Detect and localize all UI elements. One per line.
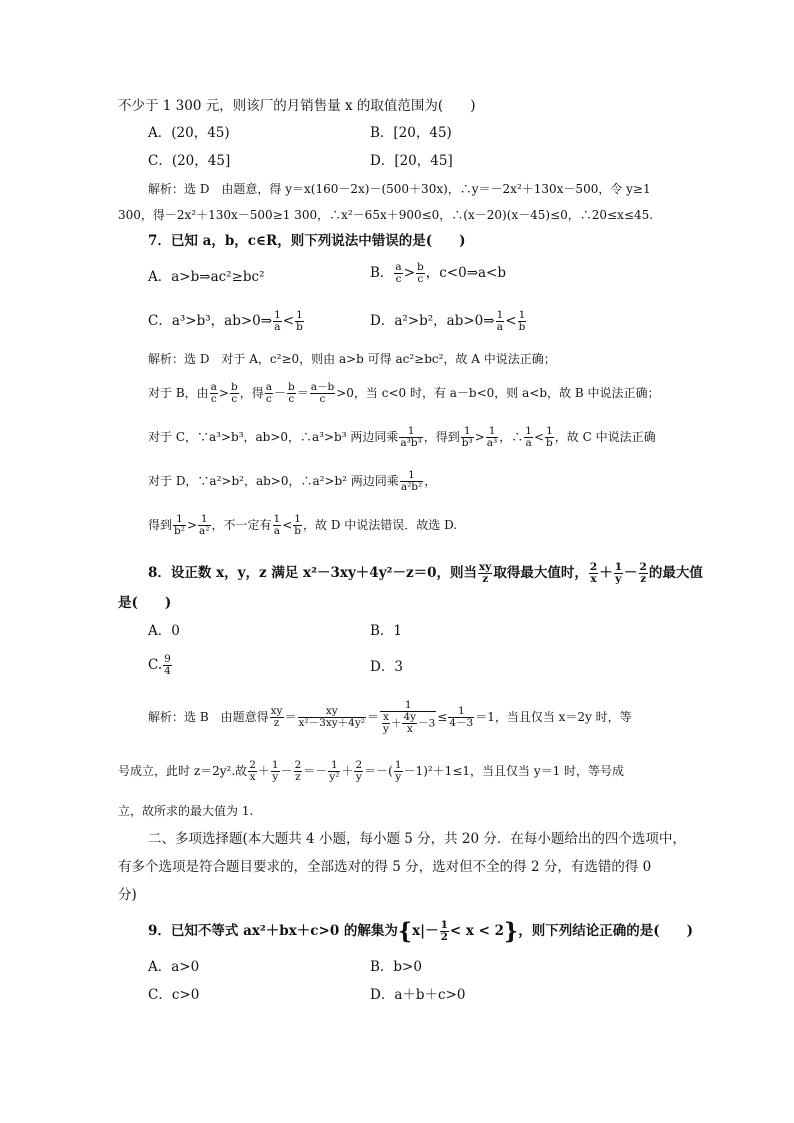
q9-option-d: D．a＋b＋c>0 — [370, 987, 466, 1003]
q7-solution-b: 对于 B，由 $\frac{a}{c}$ > $\frac{b}{c}$ ，得 $\frac{a}{c}$ － $\frac{b}{c}$ ＝ $\frac{a-b}{c}$ >0，当 c<0 时，有 a－b<0，则 a<b，故 B 中说法正确； — [148, 381, 660, 405]
q9-option-b: B．b>0 — [370, 959, 422, 975]
q8-option-a: A．0 — [148, 623, 180, 639]
section-2-header-2: 有多个选项是符合题目要求的，全部选对的得 5 分，选对但不全的得 2 分，有选错的得 0 — [118, 859, 652, 875]
q8-option-c: C. $\frac{9}{4}$ — [148, 653, 171, 677]
q6-option-b: B．[20，45) — [370, 125, 452, 141]
question-9: 9．已知不等式 ax²＋bx＋c>0 的解集为{x|－ $\frac{1}{2}$ < x < 2}，则下列结论正确的是( ) — [148, 918, 693, 945]
section-2-header-1: 二、多项选择题(本大题共 4 小题，每小题 5 分，共 20 分．在每小题给出的四个选项中， — [148, 831, 686, 847]
q8-option-b: B．1 — [370, 623, 403, 639]
question-7: 7．已知 a，b，c∈R，则下列说法中错误的是( ) — [148, 233, 466, 249]
q7-solution-e: 得到 $\frac{1}{\text{b²}}$ > $\frac{1}{\text{a²}}$ ，不一定有 $\frac{1}{a}$ < $\frac{1}{b}$ ，故 D 中说法错误．故选 D. — [148, 513, 458, 537]
q8-option-d: D．3 — [370, 659, 403, 675]
q6-option-c: C．(20，45] — [148, 153, 231, 169]
q6-solution-line-1: 解析：选 D 由题意，得 y＝x(160－2x)－(500＋30x)，∴y＝－2x²＋130x－500，令 y≥1 — [148, 182, 651, 196]
q9-option-c: C．c>0 — [148, 987, 200, 1003]
question-8-line-2: 是( ) — [118, 595, 172, 611]
q8-solution-b: 号成立，此时 z＝2y².故 $\frac{2}{x}$ ＋ $\frac{1}{y}$ － $\frac{2}{z}$ ＝－ $\frac{1}{\text{y²}}$ ＋ $\frac{2}{y}$ ＝－( $\frac{1}{y}$ －1)²＋1≤1，当且仅当 y＝1 时，等号成 — [118, 759, 625, 783]
q8-solution-a: 解析：选 B 由题意得 $\frac{xy}{z}$ ＝ $\frac{xy}{\text{x²－3xy＋4y²}}$ ＝ 1 $\frac{x}{y}$ ＋ $\frac{4y}{x}$ －3 ≤ $\frac{1}{4-3}$ ＝1，当且仅当 x＝2y 时，等 — [148, 699, 632, 735]
q7-solution-d: 对于 D，∵a²>b²，ab>0，∴a²>b² 两边同乘 $\frac{1}{\text{a²b²}}$ ， — [148, 469, 437, 493]
q7-option-a: A．a>b⇒ac²≥bc² — [148, 269, 265, 285]
q7-solution-c: 对于 C，∵a³>b³，ab>0，∴a³>b³ 两边同乘 $\frac{1}{\text{a³b³}}$ ，得到 $\frac{1}{\text{b³}}$ > $\frac{1}{\text{a³}}$ ，∴ $\frac{1}{a}$ < $\frac{1}{b}$ ，故 C 中说法正确 — [148, 425, 656, 449]
q7-solution-a: 解析：选 D 对于 A，c²≥0，则由 a>b 可得 ac²≥bc²，故 A 中说法正确； — [148, 352, 556, 366]
q8-solution-c: 立，故所求的最大值为 1. — [118, 804, 254, 818]
question-6-tail: 不少于 1 300 元，则该厂的月销售量 x 的取值范围为( ) — [118, 98, 476, 114]
q7-option-b: B． $\frac{a}{c}$ > $\frac{b}{c}$ ，c<0⇒a<b — [370, 261, 507, 285]
question-8: 8．设正数 x，y，z 满足 x²－3xy＋4y²－z＝0，则当 $\frac{xy}{z}$ 取得最大值时， $\frac{2}{x}$ ＋ $\frac{1}{y}$ － $\frac{2}{z}$ 的最大值 — [148, 561, 703, 585]
q6-solution-line-2: 300，得－2x²＋130x－500≥1 300，∴x²－65x＋900≤0，∴(x－20)(x－45)≤0，∴20≤x≤45. — [118, 208, 654, 222]
section-2-header-3: 分) — [118, 887, 137, 903]
q6-option-d: D．[20，45] — [370, 153, 453, 169]
q7-option-c: C．a³>b³，ab>0⇒ $\frac{1}{a}$ < $\frac{1}{b}$ — [148, 309, 303, 333]
q7-option-d: D．a²>b²，ab>0⇒ $\frac{1}{a}$ < $\frac{1}{b}$ — [370, 309, 526, 333]
q9-option-a: A．a>0 — [148, 959, 200, 975]
q6-option-a: A．(20，45) — [148, 125, 230, 141]
